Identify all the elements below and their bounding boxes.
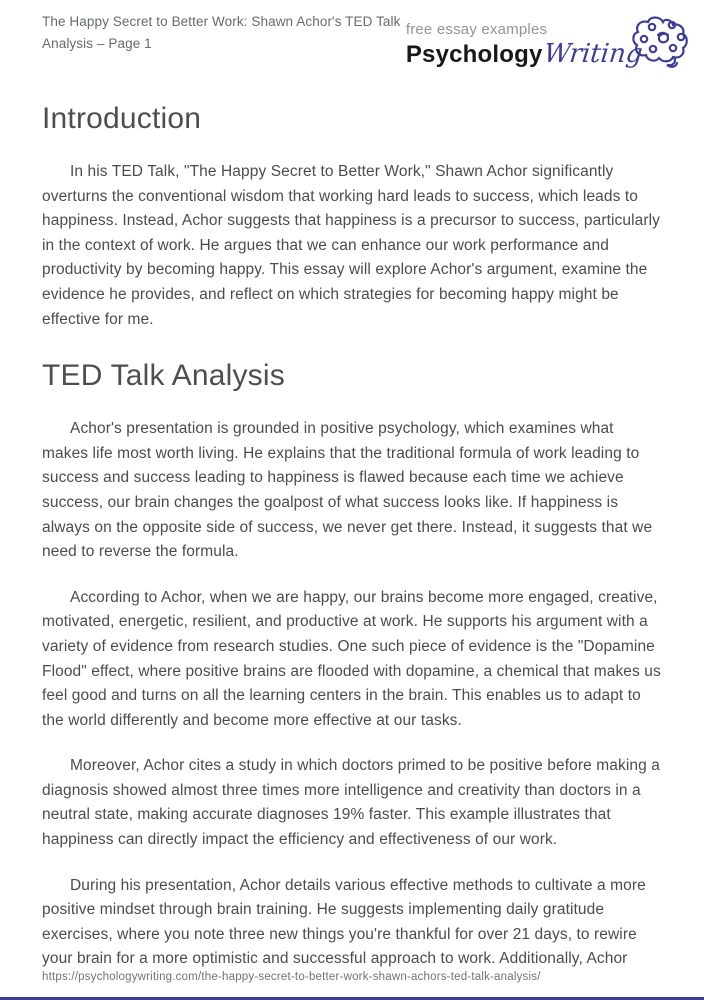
paragraph-analysis-4: During his presentation, Achor details various effective methods to cultivate a more positive mindset through brain training. He suggests implementing daily gratitude exercises, where you note three new things you're thankful for over 21 days, to rewire your brain for a more optimistic and successful approach to work. Additionally, Achor [42,876,646,968]
section-heading-ted-talk-analysis: TED Talk Analysis [42,359,285,393]
logo-tagline: free essay examples [405,21,548,38]
paragraph-intro-1: In his TED Talk, "The Happy Secret to Better Work," Shawn Achor significantly overturns the conventional wisdom that working hard leads to success, which leads to happiness. Instead, Achor suggests that happiness is a precursor to success, particularly in the context of work. He argues that we can enhance our work performance and productivity by becoming happy. This essay will explore Achor's argument, examine the evidence he provides, and reflect on which strategies for becoming happy might be effective for me. [42,163,661,328]
site-logo[interactable] [406,13,700,78]
brand-name-writing: Writing [541,39,644,69]
document-title: The Happy Secret to Better Work: Shawn Achor's TED Talk Analysis – Page 1 [42,14,401,51]
paragraph-analysis-1: Achor's presentation is grounded in positive psychology, which examines what makes life most worth living. He explains that the traditional formula of work leading to success and success leading to happiness is flawed because each time we achieve success, our brain changes the goalpost of what success looks like. If happiness is always on the opposite side of success, we never get there. Instead, it suggests that we need to reverse the formula. [42,420,653,561]
logo-text [406,13,642,69]
paragraph-analysis-2: According to Achor, when we are happy, our brains become more engaged, creative, motivated, energetic, resilient, and productive at work. He supports his argument with a variety of evidence from research studies. One such piece of evidence is the "Dopamine Flood" effect, where positive brains are flooded with dopamine, a chemical that makes us feel good and turns on all the learning centers in the brain. This enables us to adapt to the world differently and become more effective at our tasks. [42,588,661,729]
brand-name-psychology: Psychology [405,41,543,68]
source-url: https://psychologywriting.com/the-happy-secret-to-better-work-shawn-achors-ted-talk-analysis/ [42,971,541,983]
paragraph-analysis-3: Moreover, Achor cites a study in which doctors primed to be positive before making a diagnosis showed almost three times more intelligence and creativity than doctors in a neutral state, making accurate diagnoses 19% faster. This example illustrates that happiness can directly impact the efficiency and effectiveness of our work. [42,757,660,849]
section-heading-introduction: Introduction [42,102,202,135]
logo-wordmark [406,39,642,69]
page-header [42,0,700,78]
